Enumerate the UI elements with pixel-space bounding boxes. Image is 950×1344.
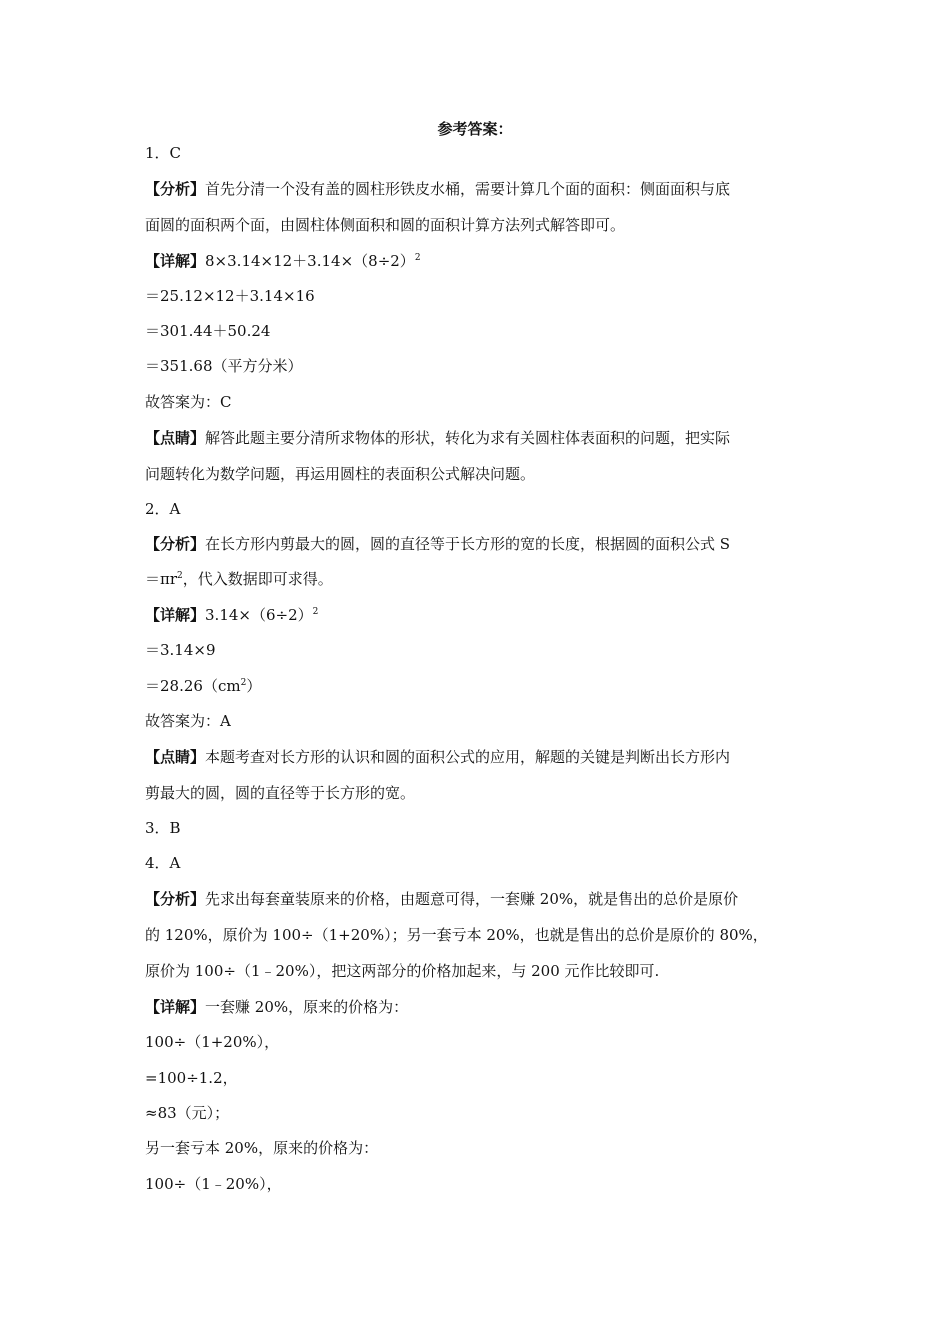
q1-detail-text: 8×3.14×12＋3.14×（8÷2） bbox=[205, 252, 415, 270]
q4-analysis-cont: 原价为 100÷（1﹣20%），把这两部分的价格加起来，与 200 元作比较即可. bbox=[145, 962, 660, 980]
q2-detail-text: 3.14×（6÷2） bbox=[205, 606, 313, 624]
comment-tag: 【点睛】 bbox=[145, 748, 206, 766]
q2-step-text: ＝28.26（cm bbox=[145, 677, 241, 695]
q2-comment bbox=[145, 746, 810, 768]
q1-comment bbox=[145, 427, 810, 449]
q1-answer: 故答案为：C bbox=[145, 393, 232, 411]
detail-tag: 【详解】 bbox=[145, 998, 206, 1016]
q2-step bbox=[145, 675, 810, 697]
q1-step: ＝301.44＋50.24 bbox=[145, 322, 271, 340]
analysis-tag: 【分析】 bbox=[145, 180, 206, 198]
q4-step: ≈83（元）； bbox=[145, 1104, 230, 1122]
q2-number: 2．A bbox=[145, 500, 181, 518]
formula-tail: ，代入数据即可求得。 bbox=[182, 570, 333, 588]
page-title: 参考答案： bbox=[437, 120, 513, 138]
q4-detail bbox=[145, 996, 810, 1018]
exponent: 2 bbox=[177, 571, 183, 581]
q2-analysis-cont bbox=[145, 568, 810, 590]
q4-number: 4．A bbox=[145, 854, 181, 872]
exponent: 2 bbox=[312, 607, 319, 617]
q2-analysis bbox=[145, 533, 810, 555]
q1-step: ＝25.12×12＋3.14×16 bbox=[145, 287, 315, 305]
q4-step: 100÷（1﹣20%）， bbox=[145, 1175, 282, 1193]
detail-tag: 【详解】 bbox=[145, 606, 206, 624]
formula-text: ＝πr bbox=[145, 570, 178, 588]
q4-step: 另一套亏本 20%，原来的价格为： bbox=[145, 1139, 379, 1157]
q4-analysis bbox=[145, 888, 810, 910]
q2-step-tail: ） bbox=[246, 677, 262, 695]
q1-number: 1．C bbox=[145, 144, 182, 162]
q2-analysis-text: 在长方形内剪最大的圆，圆的直径等于长方形的宽的长度，根据圆的面积公式 S bbox=[205, 535, 731, 553]
q1-comment-cont: 问题转化为数学问题，再运用圆柱的表面积公式解决问题。 bbox=[145, 465, 536, 483]
q1-comment-text: 解答此题主要分清所求物体的形状，转化为求有关圆柱体表面积的问题，把实际 bbox=[205, 429, 731, 447]
q2-answer: 故答案为：A bbox=[145, 712, 231, 730]
q2-comment-cont: 剪最大的圆，圆的直径等于长方形的宽。 bbox=[145, 784, 416, 802]
q4-analysis-cont: 的 120%，原价为 100÷（1+20%）；另一套亏本 20%，也就是售出的总价是原价的 80%， bbox=[145, 926, 768, 944]
comment-tag: 【点睛】 bbox=[145, 429, 206, 447]
q2-step: ＝3.14×9 bbox=[145, 641, 216, 659]
detail-tag: 【详解】 bbox=[145, 252, 206, 270]
analysis-tag: 【分析】 bbox=[145, 890, 206, 908]
exponent: 2 bbox=[414, 253, 421, 263]
q1-analysis-text: 首先分清一个没有盖的圆柱形铁皮水桶，需要计算几个面的面积：侧面面积与底 bbox=[205, 180, 731, 198]
q1-analysis bbox=[145, 178, 810, 200]
q1-analysis-cont: 面圆的面积两个面，由圆柱体侧面积和圆的面积计算方法列式解答即可。 bbox=[145, 216, 626, 234]
q3-number: 3．B bbox=[145, 819, 181, 837]
analysis-tag: 【分析】 bbox=[145, 535, 206, 553]
q2-detail bbox=[145, 604, 810, 626]
exponent: 2 bbox=[240, 678, 247, 688]
q1-step: ＝351.68（平方分米） bbox=[145, 357, 303, 375]
q2-comment-text: 本题考查对长方形的认识和圆的面积公式的应用，解题的关键是判断出长方形内 bbox=[205, 748, 731, 766]
q4-detail-text: 一套赚 20%，原来的价格为： bbox=[205, 998, 409, 1016]
q1-detail bbox=[145, 250, 810, 272]
q4-step: 100÷（1+20%）， bbox=[145, 1033, 280, 1051]
q4-step: =100÷1.2， bbox=[145, 1069, 238, 1087]
q4-analysis-text: 先求出每套童装原来的价格，由题意可得，一套赚 20%，就是售出的总价是原价 bbox=[205, 890, 739, 908]
